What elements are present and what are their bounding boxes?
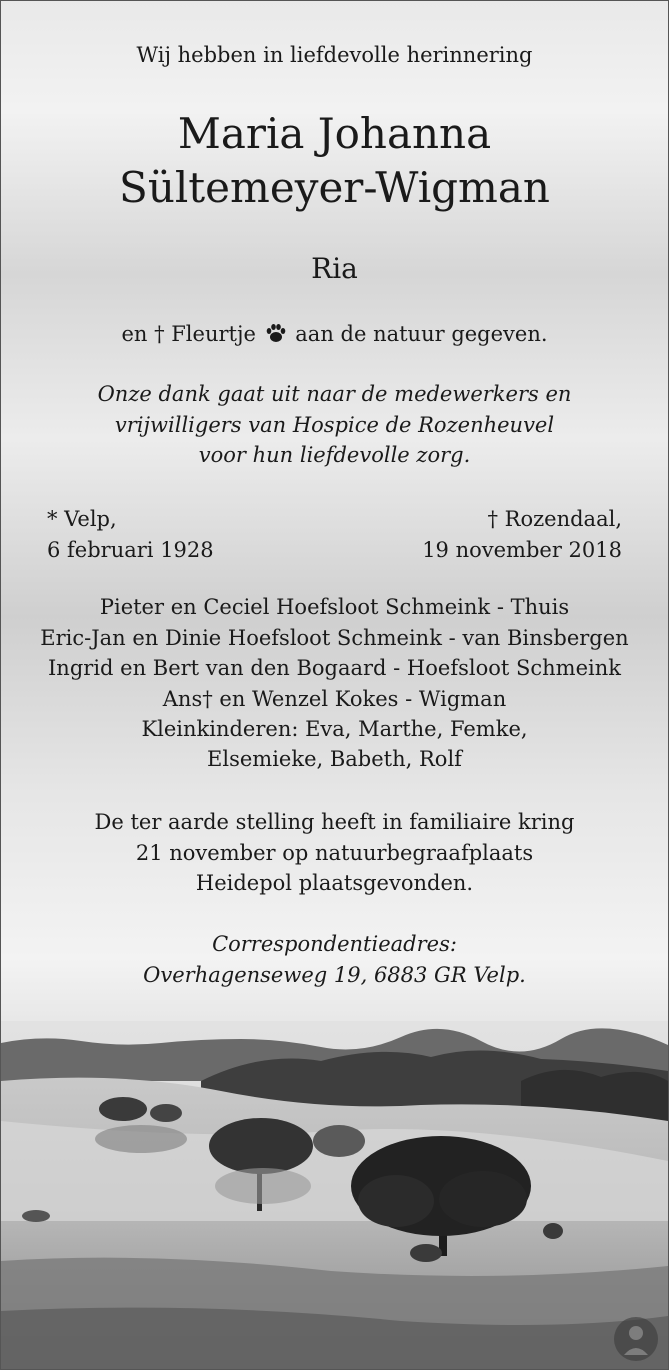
burial-line: Heidepol plaatsgevonden.: [195, 871, 474, 895]
family-line: Elsemieke, Babeth, Rolf: [207, 747, 462, 771]
correspondence-label: Correspondentieadres:: [212, 932, 457, 956]
death-info: [422, 504, 622, 566]
family-line: Pieter en Ceciel Hoefsloot Schmeink - Thuis: [99, 595, 570, 619]
fleurtje-line: [1, 322, 668, 346]
deceased-name-last: Sültemeyer-Wigman: [119, 163, 550, 212]
burial-line: 21 november op natuurbegraafplaats: [135, 841, 534, 865]
family-line: Eric-Jan en Dinie Hoefsloot Schmeink - van Binsbergen: [40, 626, 629, 650]
birth-date: 6 februari 1928: [47, 538, 214, 562]
family-line: Ingrid en Bert van den Bogaard - Hoefsloot Schmeink: [48, 656, 621, 680]
thanks-line: vrijwilligers van Hospice de Rozenheuvel: [114, 413, 555, 437]
birth-info: [47, 504, 214, 566]
birth-place: * Velp,: [47, 507, 117, 531]
family-line: Kleinkinderen: Eva, Marthe, Femke,: [141, 717, 528, 741]
family-line: Ans† en Wenzel Kokes - Wigman: [162, 687, 507, 711]
publisher-logo-icon: [612, 1315, 660, 1363]
death-place: † Rozendaal,: [487, 507, 622, 531]
fleurtje-text-after: aan de natuur gegeven.: [295, 322, 548, 346]
paw-print-icon: [265, 323, 287, 343]
deceased-name-first: Maria Johanna: [177, 109, 492, 158]
nickname: Ria: [311, 252, 358, 285]
thanks-line: voor hun liefdevolle zorg.: [198, 443, 471, 467]
thanks-line: Onze dank gaat uit naar de medewerkers en: [97, 382, 572, 406]
fleurtje-text-before: en † Fleurtje: [121, 322, 256, 346]
heathland-landscape-photo: [1, 1021, 668, 1369]
death-date: 19 november 2018: [422, 538, 622, 562]
burial-line: De ter aarde stelling heeft in familiaire kring: [94, 810, 575, 834]
intro-text: Wij hebben in liefdevolle herinnering: [136, 43, 533, 67]
correspondence-address: Overhagenseweg 19, 6883 GR Velp.: [143, 963, 526, 987]
